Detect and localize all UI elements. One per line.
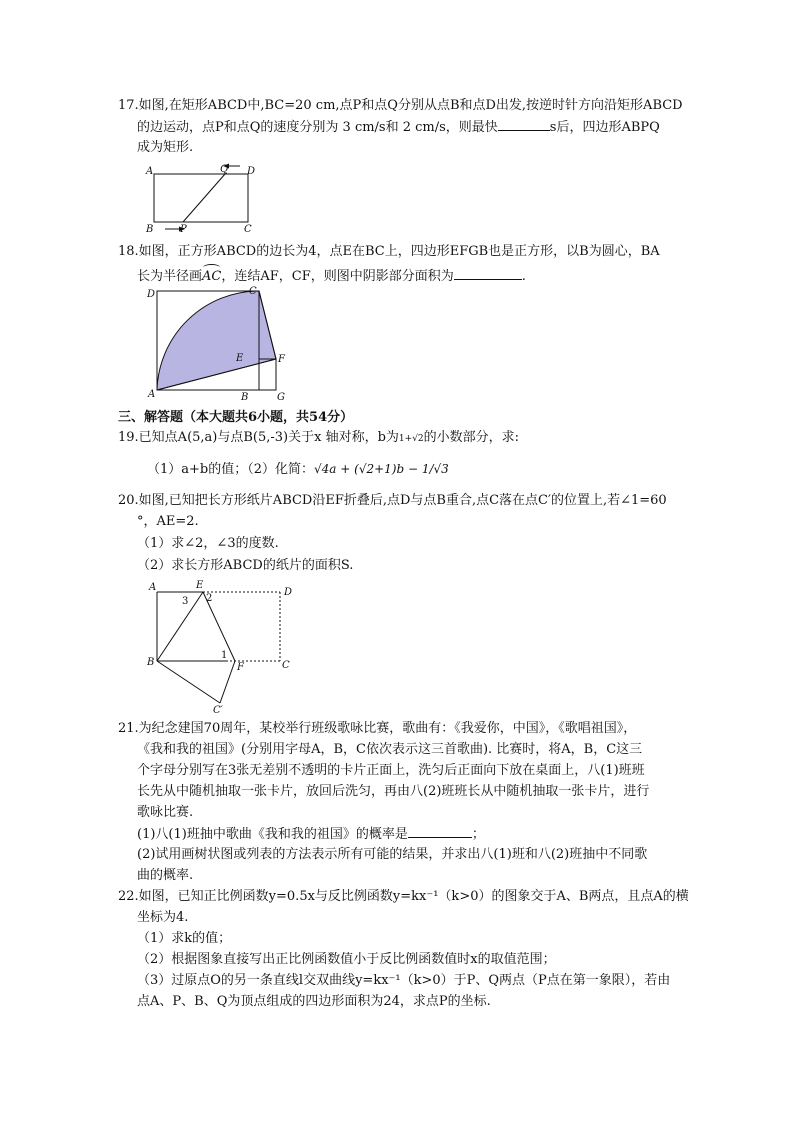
q18-label-b: B — [241, 392, 249, 403]
q19-line2 — [147, 460, 449, 479]
q18-label-g: G — [277, 392, 285, 403]
q21-line8: 曲的概率. — [137, 868, 194, 883]
q22-line2: 坐标为4. — [137, 910, 189, 925]
q21-line1: 21.为纪念建国70周年，某校举行班级歌咏比赛，歌曲有：《我爱你，中国》，《歌唱祖国》， — [118, 721, 637, 736]
q21-answer-blank — [408, 825, 472, 838]
q20-label-f: F — [237, 662, 244, 673]
q17-line3: 成为矩形. — [137, 140, 194, 155]
q18-line1: 18.如图，正方形ABCD的边长为4，点E在BC上，四边形EFGB也是正方形，以B为圆心，BA — [118, 244, 660, 259]
q18-arc-label: AC — [202, 269, 222, 284]
q19-line1b: 的小数部分，求: — [423, 430, 520, 445]
q17-label-d: D — [247, 166, 256, 177]
q22-line3: （1）求k的值； — [137, 931, 232, 946]
q17-label-c: C — [244, 224, 252, 235]
q21-line6b: ； — [471, 827, 485, 842]
q17-label-a: A — [146, 166, 154, 177]
q17-answer-blank — [498, 118, 550, 131]
q20-line2: °，AE=2. — [137, 514, 199, 529]
q20-line3: （1）求∠2，∠3的度数. — [137, 536, 279, 551]
q20-label-angle1: 1 — [221, 650, 228, 661]
q20-line1: 20.如图,已知把长方形纸片ABCD沿EF折叠后,点D与点B重合,点C落在点C′的位置上,若∠1=60 — [118, 493, 667, 508]
q18-figure — [143, 283, 293, 403]
q18-shaded-region — [157, 291, 276, 390]
q17-label-b: B — [146, 224, 154, 235]
q17-line2a: 的边运动，点P和点Q的速度分别为 3 cm/s和 2 cm/s，则最快 — [137, 120, 498, 135]
q18-line2a: 长为半径画 — [137, 269, 203, 284]
q18-label-d: D — [147, 289, 156, 300]
q22-line6: 点A、P、B、Q为顶点组成的四边形面积为24，求点P的坐标. — [137, 994, 491, 1009]
q20-label-c: C — [282, 660, 290, 671]
q22-line4: （2）根据图象直接写出正比例函数值小于反比例函数值时x的取值范围； — [137, 952, 556, 967]
section-3-title: 三、解答题（本大题共6小题，共54分） — [118, 410, 354, 425]
q18-line2b: ，连结AF，CF，则图中阴影部分面积为 — [221, 269, 454, 284]
q21-line7: (2)试用画树状图或列表的方法表示所有可能的结果，并求出八(1)班和八(2)班抽中不同歌 — [137, 847, 648, 862]
q19-formula: √4a + (√2+1)b − 1/√3 — [314, 462, 449, 476]
q18-answer-blank — [454, 267, 522, 280]
q20-label-angle2: 2 — [206, 593, 213, 604]
q17-line2b: s后，四边形ABPQ — [549, 120, 660, 135]
q18-line2c: . — [521, 269, 526, 284]
q21-line2: 《我和我的祖国》(分别用字母A，B，C依次表示这三首歌曲). 比赛时，将A，B，C这三 — [137, 742, 643, 757]
q18-label-a: A — [148, 389, 156, 400]
q18-label-e: E — [236, 353, 244, 364]
q20-figure — [143, 578, 303, 713]
q19-line1a: 19.已知点A(5,a)与点B(5,-3)关于x 轴对称，b为 — [118, 430, 399, 445]
q22-line5: （3）过原点O的另一条直线l交双曲线y=kx⁻¹（k>0）于P、Q两点（P点在第一象限），若由 — [137, 973, 671, 988]
q18-label-f: F — [278, 354, 285, 365]
q22-line1: 22.如图，已知正比例函数y=0.5x与反比例函数y=kx⁻¹（k>0）的图象交于A、B两点，且点A的横 — [118, 889, 689, 904]
q18-label-c: C — [249, 286, 257, 297]
q17-label-q: Q — [220, 164, 229, 175]
q20-line4: （2）求长方形ABCD的纸片的面积S. — [137, 558, 354, 573]
q17-line2 — [137, 118, 660, 137]
q21-line4: 长先从中随机抽取一张卡片，放回后洗匀，再由八(2)班班长从中随机抽取一张卡片，进行 — [137, 784, 650, 799]
q21-line3: 个字母分别写在3张无差别不透明的卡片正面上，洗匀后正面向下放在桌面上，八(1)班班 — [137, 763, 645, 778]
q19-line1 — [118, 429, 519, 448]
q20-label-e: E — [196, 580, 204, 591]
q20-label-cprime: C′ — [213, 705, 223, 713]
q20-label-a: A — [149, 582, 157, 593]
q21-line6 — [137, 825, 485, 844]
q20-label-angle3: 3 — [182, 596, 189, 607]
q19-line2a: （1）a+b的值；（2）化简： — [147, 462, 315, 477]
q20-label-b: B — [147, 657, 155, 668]
q17-line1: 17.如图,在矩形ABCD中,BC=20 cm,点P和点Q分别从点B和点D出发,按逆时针方向沿矩形ABCD — [118, 98, 683, 113]
q19-expr: 1+√2 — [398, 434, 424, 444]
q21-line6a: (1)八(1)班抽中歌曲《我和我的祖国》的概率是 — [137, 827, 408, 842]
q21-line5: 歌咏比赛. — [137, 805, 194, 820]
q20-label-d: D — [284, 587, 293, 598]
q17-figure — [145, 160, 260, 235]
q17-label-p: P — [180, 224, 187, 235]
q18-arc-mark — [203, 264, 220, 271]
